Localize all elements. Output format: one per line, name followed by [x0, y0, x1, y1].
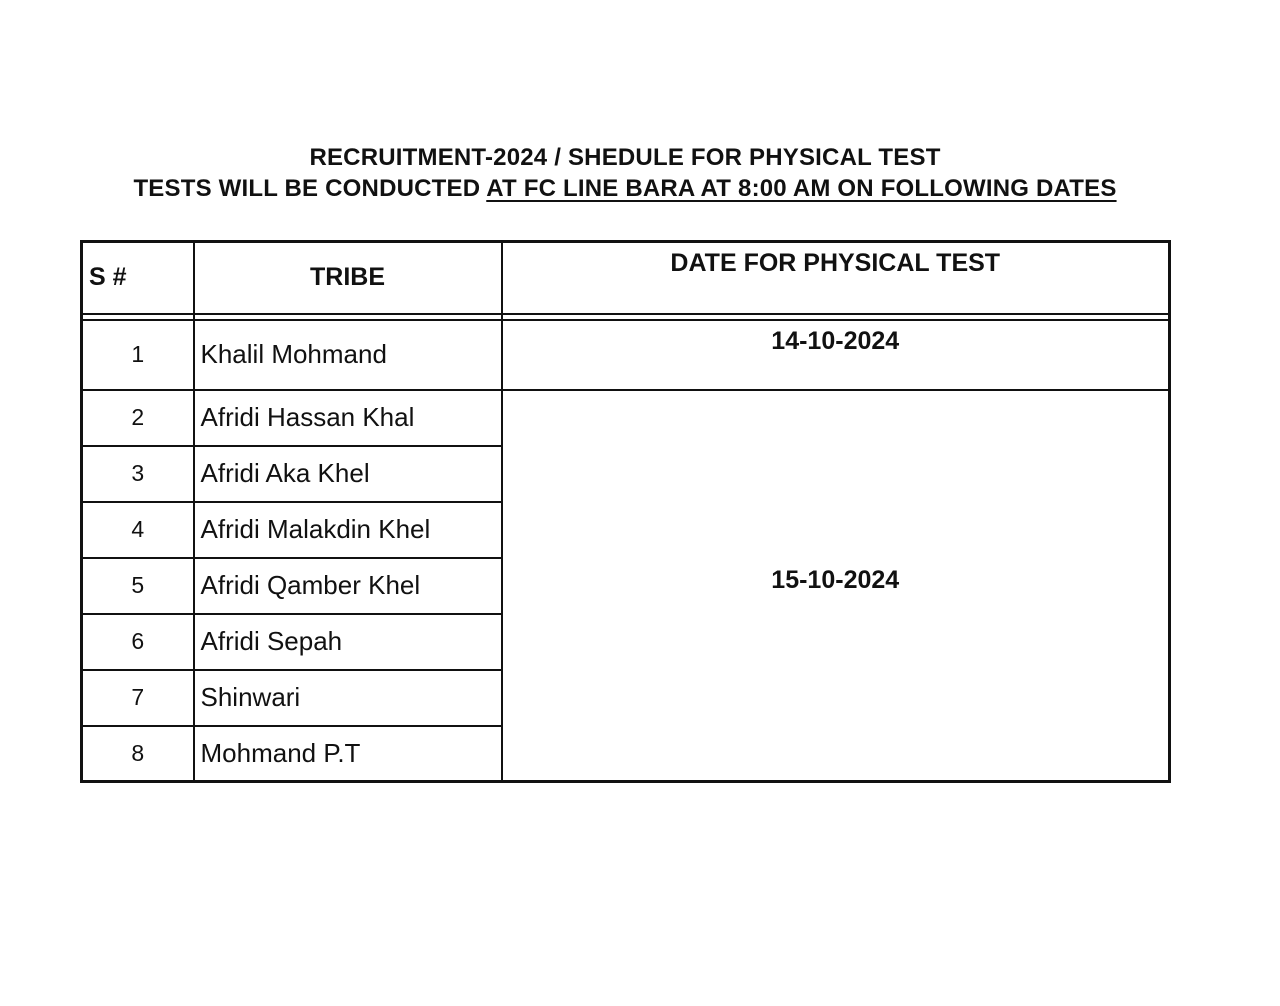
subtitle-underlined: AT FC LINE BARA AT 8:00 AM ON FOLLOWING DATES: [486, 175, 1117, 202]
tribe-cell: Shinwari: [194, 670, 502, 726]
header-date: DATE FOR PHYSICAL TEST: [502, 242, 1170, 314]
serial-number-cell: 1: [82, 320, 194, 390]
tribe-cell: Khalil Mohmand: [194, 320, 502, 390]
date-cell: 15-10-2024: [502, 390, 1170, 782]
schedule-table: [80, 240, 1171, 783]
serial-number-cell: 5: [82, 558, 194, 614]
subtitle-prefix: TESTS WILL BE CONDUCTED: [133, 175, 487, 202]
serial-number-cell: 7: [82, 670, 194, 726]
date-cell: 14-10-2024: [502, 320, 1170, 390]
serial-number-cell: 2: [82, 390, 194, 446]
serial-number-cell: 6: [82, 614, 194, 670]
table-header-row: [82, 242, 1170, 314]
serial-number-cell: 8: [82, 726, 194, 782]
document-subtitle: [0, 175, 1250, 203]
table-row: [82, 320, 1170, 390]
tribe-cell: Afridi Hassan Khal: [194, 390, 502, 446]
tribe-cell: Afridi Sepah: [194, 614, 502, 670]
serial-number-cell: 3: [82, 446, 194, 502]
tribe-cell: Afridi Aka Khel: [194, 446, 502, 502]
tribe-cell: Afridi Qamber Khel: [194, 558, 502, 614]
document-title: [0, 144, 1250, 172]
tribe-cell: Afridi Malakdin Khel: [194, 502, 502, 558]
title-line-1: RECRUITMENT-2024 / SHEDULE FOR PHYSICAL TEST: [309, 144, 941, 171]
header-tribe: TRIBE: [194, 242, 502, 314]
table-row: [82, 390, 1170, 446]
header-serial-number: S #: [82, 242, 194, 314]
serial-number-cell: 4: [82, 502, 194, 558]
tribe-cell: Mohmand P.T: [194, 726, 502, 782]
